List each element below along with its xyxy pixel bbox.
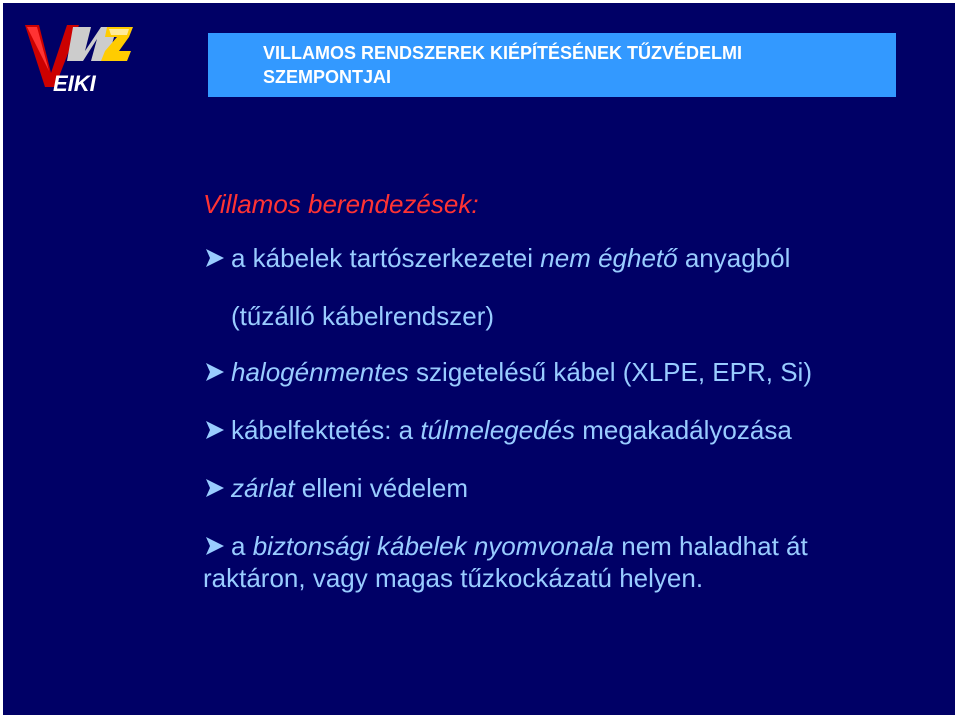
veiki-logo — [21, 21, 141, 97]
arrowhead-bullet-icon — [204, 419, 226, 441]
header-title-line1: VILLAMOS RENDSZEREK KIÉPÍTÉSÉNEK TŰZVÉDELMI — [263, 43, 743, 63]
arrowhead-bullet-icon — [204, 247, 226, 269]
veiki-logo-icon — [21, 21, 141, 97]
list-item: kábelfektetés: a túlmelegedés megakadályozása — [203, 415, 943, 445]
list-item: halogénmentes szigetelésű kábel (XLPE, EPR, Si) — [203, 357, 943, 387]
list-item: a biztonsági kábelek nyomvonala nem haladhat át raktáron, vagy magas tűzkockázatú helyen. — [203, 531, 808, 593]
slide — [3, 3, 955, 715]
list-item: a kábelek tartószerkezetei nem éghető anyagból (tűzálló kábelrendszer) — [203, 243, 943, 331]
svg-text:EIKI: EIKI — [53, 71, 96, 96]
arrowhead-bullet-icon — [204, 535, 226, 557]
list-item: zárlat elleni védelem — [203, 473, 943, 503]
header-bar — [208, 33, 896, 97]
header-title-line2: SZEMPONTJAI — [263, 67, 392, 87]
arrowhead-bullet-icon — [204, 477, 226, 499]
bullet-list — [203, 243, 943, 595]
section-heading: Villamos berendezések: — [203, 189, 479, 219]
arrowhead-bullet-icon — [204, 361, 226, 383]
